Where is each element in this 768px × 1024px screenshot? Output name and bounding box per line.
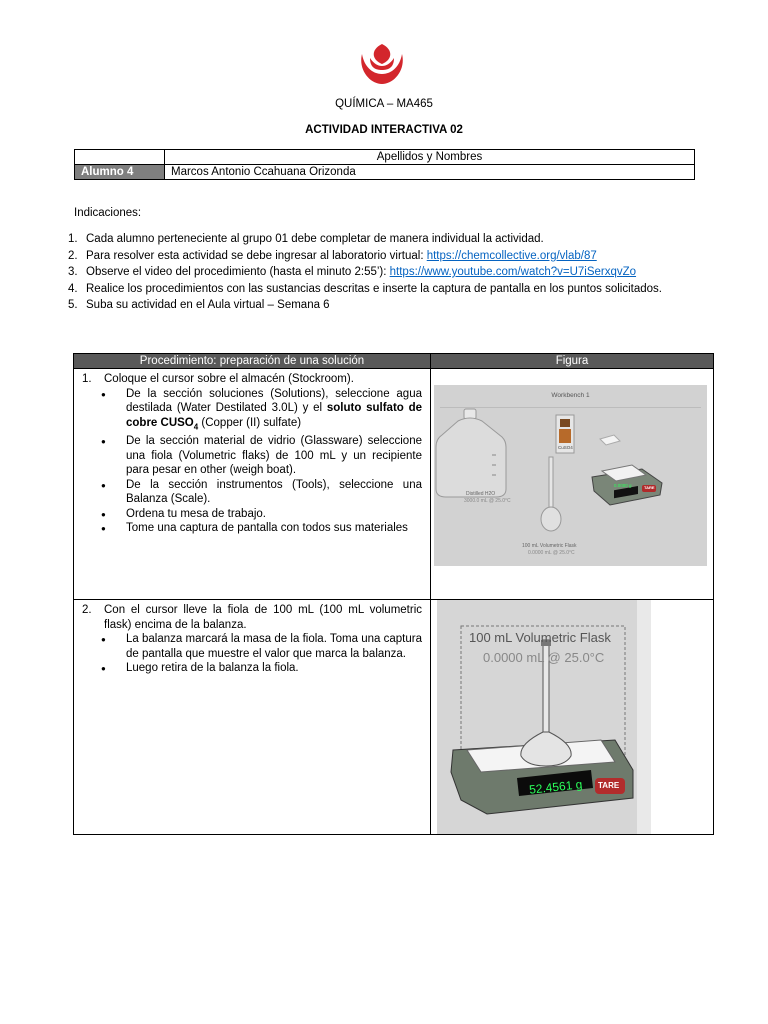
list-item: ● La balanza marcará la masa de la fiola. Toma una captura de pantalla que muestre el valor que marca la balanza.	[126, 632, 422, 661]
step-1-cell: 1. Coloque el cursor sobre el almacén (Stockroom). ● De la sección soluciones (Solutions), seleccione agua destilada (Water Destilated 3.0L) y el soluto sulfato de cobre $CUSO_4$ (Copper (II) sulfate) ● De la sección material de vidrio (Glassware) seleccione una fiola (Volumetric flaks) de 100 mL y un recipiente para pesar en other (weigh boat). ● De la sección instrumentos (Tools), seleccione una Balanza (Scale). ● Ordena tu mesa de trabajo. ● Tome una captura de pantalla con todos sus materiales	[74, 369, 431, 600]
workbench-title: Workbench 1	[551, 392, 590, 399]
upc-logo-icon	[356, 40, 408, 86]
list-item: 4. Realice los procedimientos con las sustancias descritas e inserte la captura de pantalla en los puntos solicitados.	[68, 282, 662, 295]
scale-reading: 0.0000 g	[614, 483, 632, 488]
list-item: 1. Cada alumno perteneciente al grupo 01 debe completar de manera individual la actividad.	[68, 233, 544, 245]
flask-volume: 0.0000 mL @ 25.0°C	[528, 550, 575, 556]
step-2-cell: 2. Con el cursor lleve la fiola de 100 mL (100 mL volumetric flask) encima de la balanza. ● La balanza marcará la masa de la fiola. Toma una captura de pantalla que muestre el valor que marca la balanza. ● Luego retira de la balanza la fiola.	[74, 600, 431, 835]
student-name: Marcos Antonio Ccahuana Orizonda	[165, 165, 695, 180]
student-table	[74, 149, 695, 180]
flask-label: 100 mL Volumetric Flask	[522, 543, 577, 549]
figure-1-cell	[431, 369, 714, 600]
list-item: ● De la sección material de vidrio (Glassware) seleccione una fiola (Volumetric flaks) de 100 mL y un recipiente para pesar en other (weigh boat).	[126, 434, 422, 478]
list-item: ● De la sección instrumentos (Tools), seleccione una Balanza (Scale).	[126, 478, 422, 507]
figure-header: Figura	[431, 354, 714, 369]
student-label: Alumno 4	[75, 165, 165, 180]
youtube-link[interactable]: https://www.youtube.com/watch?v=U7iSerxqvZo	[389, 266, 637, 278]
flask-volume: 0.0000 mL @ 25.0°C	[483, 650, 605, 665]
procedure-header: Procedimiento: preparación de una solución	[74, 354, 431, 369]
names-header: Apellidos y Nombres	[165, 150, 695, 165]
bottle-label: Distilled H2O	[466, 491, 496, 497]
tare-button[interactable]: TARE	[644, 485, 655, 490]
list-item: 5. Suba su actividad en el Aula virtual – Semana 6	[68, 299, 330, 311]
indications-title: Indicaciones:	[74, 207, 142, 219]
flask-label: 100 mL Volumetric Flask	[469, 630, 611, 645]
activity-title: ACTIVIDAD INTERACTIVA 02	[305, 124, 463, 136]
workbench-screenshot	[434, 385, 707, 566]
procedure-table	[73, 353, 714, 835]
list-item: ● Ordena tu mesa de trabajo.	[126, 507, 422, 522]
weigh-boat-icon	[600, 435, 620, 445]
scale-reading: 52.4561 g	[528, 777, 583, 797]
indications-list	[68, 231, 714, 314]
volumetric-flask-icon	[541, 457, 561, 531]
workbench-drawing	[434, 385, 707, 566]
vlab-link[interactable]: https://chemcollective.org/vlab/87	[426, 249, 597, 262]
list-item: ● Luego retira de la balanza la fiola.	[126, 661, 422, 676]
bottle-volume: 3000.0 mL @ 25.0°C	[464, 498, 511, 504]
jar-label: CuSO4	[558, 445, 573, 450]
tare-button[interactable]: TARE	[598, 781, 620, 790]
water-bottle-icon	[436, 409, 506, 497]
figure-2-cell	[431, 600, 714, 835]
list-item: 2. Para resolver esta actividad se debe ingresar al laboratorio virtual: https://chemcollective.org/vlab/87	[68, 249, 597, 262]
list-item: ● Tome una captura de pantalla con todos sus materiales	[126, 521, 422, 536]
flask-on-scale-screenshot	[437, 600, 651, 834]
course-title: QUÍMICA – MA465	[335, 98, 433, 110]
list-item: ● De la sección soluciones (Solutions), seleccione agua destilada (Water Destilated 3.0L) y el soluto sulfato de cobre $CUSO_4$ (Copper (II) sulfate)	[126, 387, 422, 435]
list-item: 3. Observe el video del procedimiento (hasta el minuto 2:55’): https://www.youtube.com/watch?v=U7iSerxqvZo	[68, 266, 637, 278]
